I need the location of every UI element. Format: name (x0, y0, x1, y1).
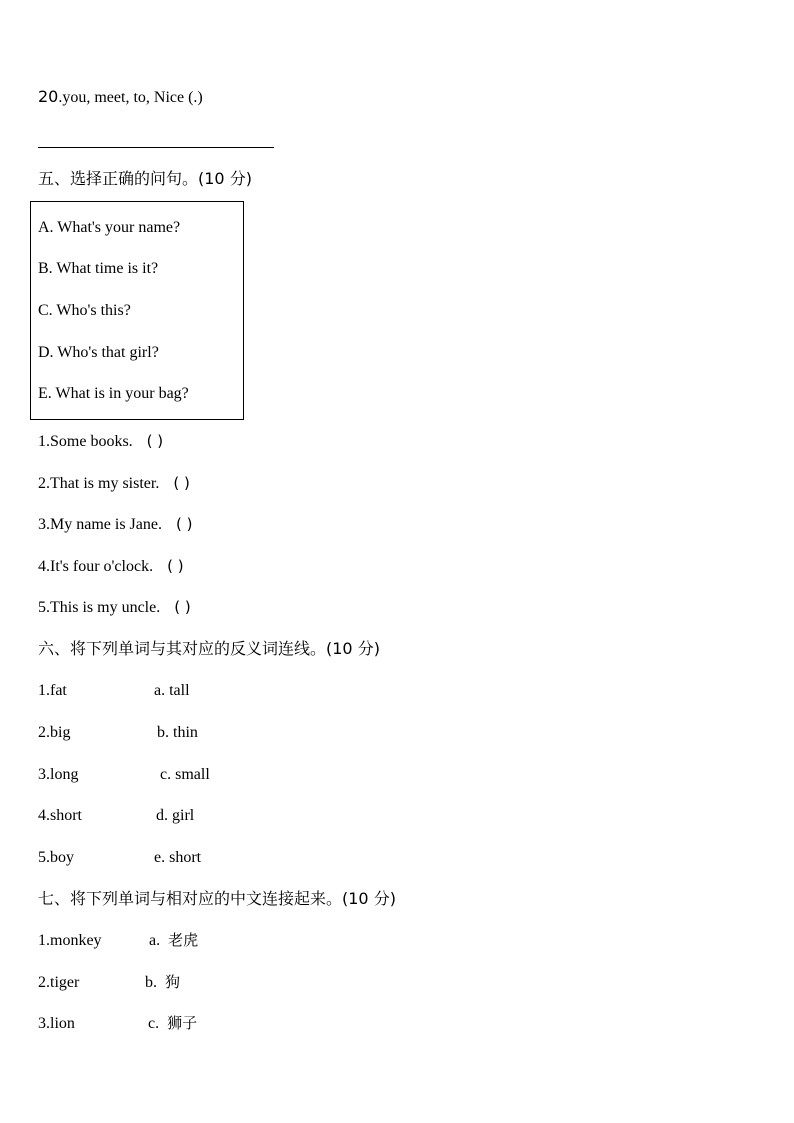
chinese-word: 狗 (165, 973, 181, 991)
option-e: E. What is in your bag? (38, 385, 189, 402)
option-letter: b. (145, 974, 157, 991)
question-text: 2.That is my sister. (38, 475, 160, 492)
match-left-word[interactable]: 5.boy (38, 849, 74, 866)
match-right-word[interactable]: e. short (154, 849, 202, 866)
section-7-title: 七、将下列单词与相对应的中文连接起来。(10 分) (38, 889, 396, 908)
match-left-word[interactable]: 3.lion (38, 1015, 75, 1032)
answer-blank[interactable]: ( ) (146, 432, 164, 450)
match-left-word[interactable]: 1.fat (38, 682, 67, 699)
answer-blank[interactable]: ( ) (174, 598, 191, 616)
option-d: D. Who's that girl? (38, 344, 159, 361)
match-left-word[interactable]: 1.monkey (38, 932, 102, 949)
match-right-word[interactable]: a. tall (154, 682, 190, 699)
chinese-word: 狮子 (167, 1014, 198, 1032)
question-item (38, 476, 190, 492)
question-item (38, 434, 163, 450)
option-letter: c. (148, 1015, 160, 1032)
match-right-word[interactable]: d. girl (156, 807, 195, 824)
section-5-title: 五、选择正确的问句。(10 分) (38, 169, 252, 188)
match-left-word[interactable]: 2.tiger (38, 974, 80, 991)
answer-line (38, 147, 274, 148)
option-c: C. Who's this? (38, 302, 131, 319)
match-left-word[interactable]: 4.short (38, 807, 82, 824)
section-6-title: 六、将下列单词与其对应的反义词连线。(10 分) (38, 639, 380, 658)
question-20-text: .you, meet, to, Nice (.) (58, 89, 203, 106)
question-item (38, 600, 191, 616)
option-letter: a. (149, 932, 161, 949)
option-b: B. What time is it? (38, 260, 159, 277)
question-text: 3.My name is Jane. (38, 516, 162, 533)
answer-blank[interactable]: ( ) (167, 557, 184, 575)
question-item (38, 559, 184, 575)
question-20 (38, 89, 203, 106)
answer-blank[interactable]: ( ) (175, 515, 193, 533)
question-item (38, 517, 192, 533)
match-right-chinese[interactable] (149, 933, 198, 949)
match-right-chinese[interactable] (145, 975, 180, 991)
question-text: 5.This is my uncle. (38, 599, 161, 616)
option-a: A. What's your name? (38, 219, 181, 236)
match-right-word[interactable]: b. thin (157, 724, 198, 741)
match-left-word[interactable]: 2.big (38, 724, 71, 741)
chinese-word: 老虎 (168, 931, 199, 949)
match-right-word[interactable]: c. small (160, 766, 210, 783)
question-text: 1.Some books. (38, 433, 133, 450)
match-right-chinese[interactable] (148, 1016, 197, 1032)
question-20-number: 20 (38, 87, 59, 106)
question-text: 4.It's four o'clock. (38, 558, 154, 575)
match-left-word[interactable]: 3.long (38, 766, 79, 783)
answer-blank[interactable]: ( ) (173, 474, 190, 492)
